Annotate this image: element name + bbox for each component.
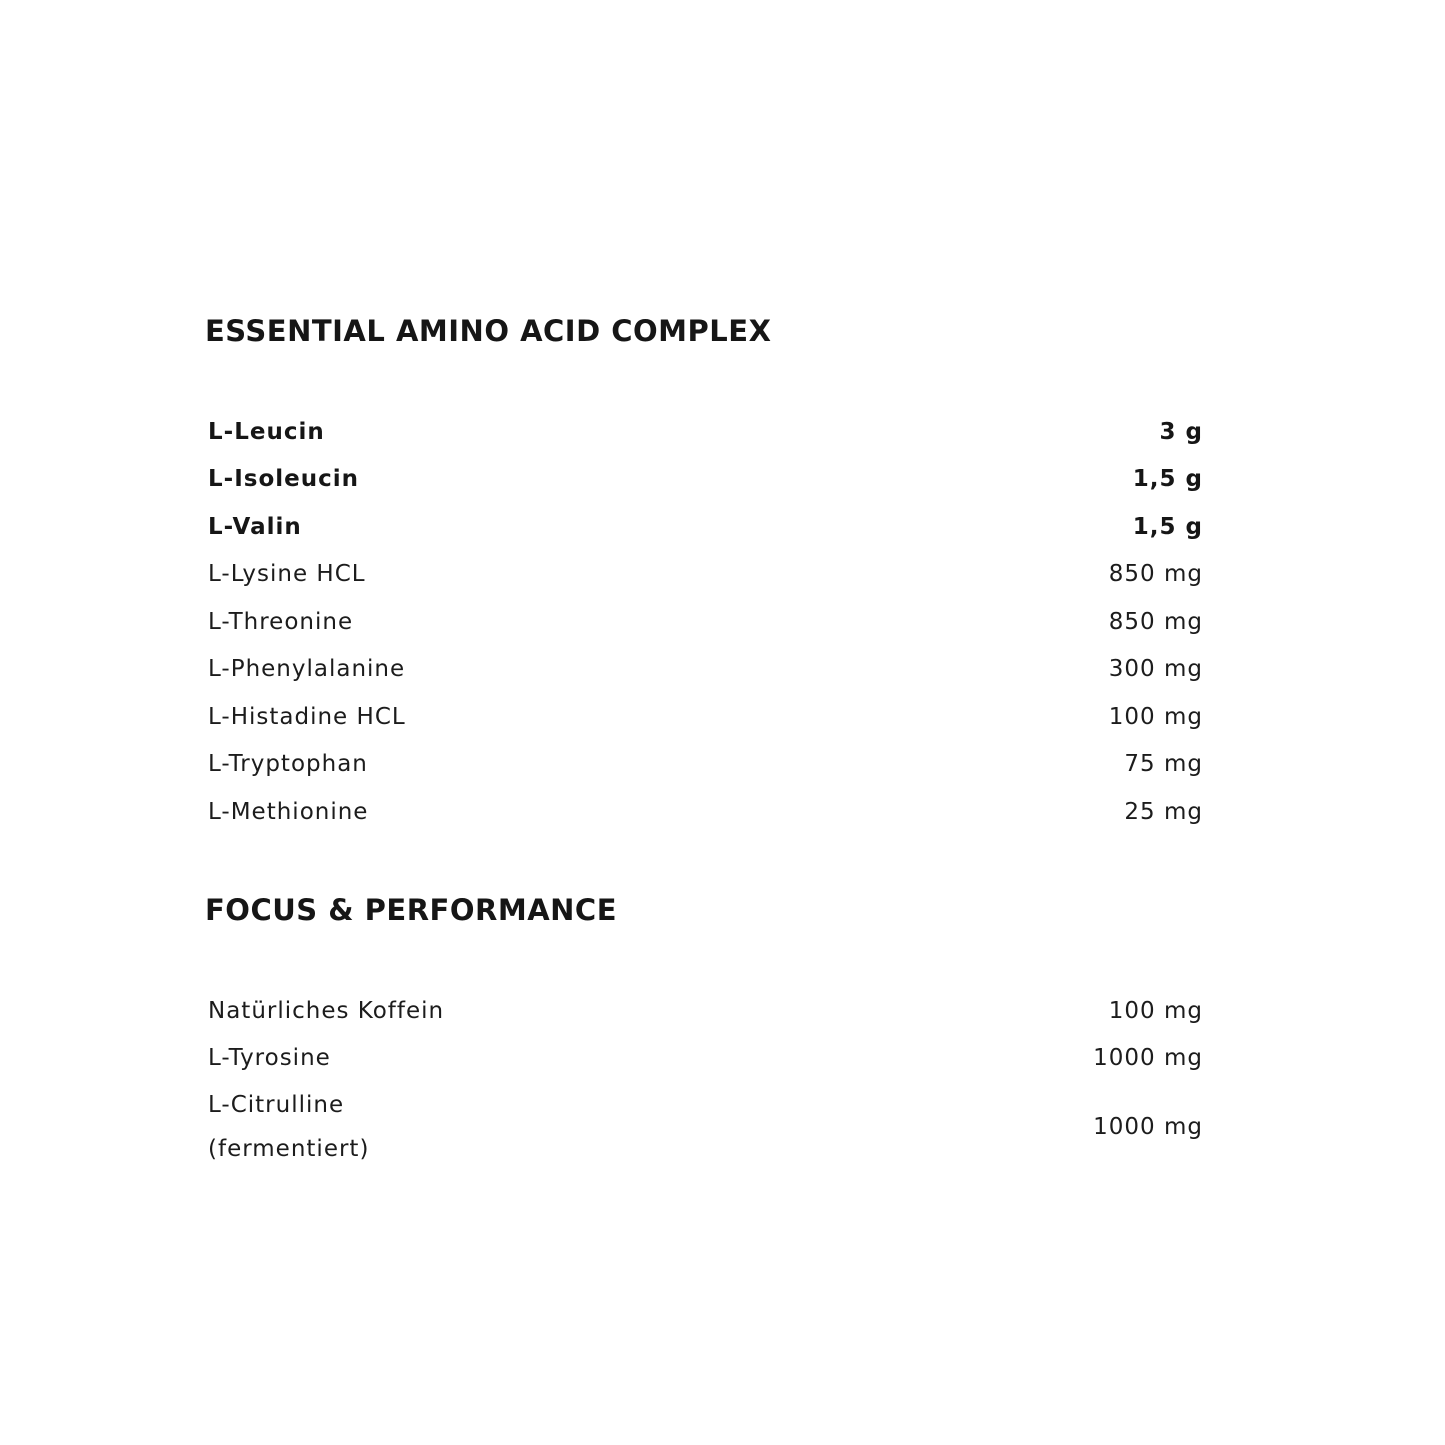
ingredient-amount: 1000 mg <box>1093 1045 1203 1072</box>
ingredient-name: L-Tyrosine <box>208 1045 331 1072</box>
table-row <box>208 456 1203 504</box>
section-title-focus-performance: FOCUS & PERFORMANCE <box>205 893 618 927</box>
ingredient-name: L-Leucin <box>208 418 325 445</box>
ingredient-amount: 300 mg <box>1108 656 1203 683</box>
ingredient-name: L-Phenylalanine <box>208 656 406 683</box>
ingredient-name: L-Citrulline (fermentiert) <box>208 1092 370 1162</box>
table-row <box>208 1082 1203 1172</box>
ingredient-amount: 1,5 g <box>1132 466 1203 493</box>
ingredient-amount: 1,5 g <box>1132 513 1203 540</box>
table-row <box>208 503 1203 551</box>
section-title-amino-acids: ESSENTIAL AMINO ACID COMPLEX <box>205 314 772 348</box>
ingredient-amount: 1000 mg <box>1093 1114 1203 1140</box>
ingredient-amount: 25 mg <box>1124 798 1203 825</box>
ingredient-amount: 100 mg <box>1108 997 1203 1024</box>
table-row <box>208 741 1203 789</box>
table-row <box>208 693 1203 741</box>
table-row <box>208 408 1203 456</box>
ingredient-amount: 100 mg <box>1108 703 1203 730</box>
ingredient-name: L-Tryptophan <box>208 751 368 778</box>
ingredient-amount: 850 mg <box>1108 561 1203 588</box>
table-row <box>208 646 1203 694</box>
ingredient-name: L-Lysine HCL <box>208 561 366 588</box>
ingredient-name: L-Histadine HCL <box>208 703 406 730</box>
ingredient-amount: 3 g <box>1159 418 1203 445</box>
ingredient-amount: 75 mg <box>1124 751 1203 778</box>
ingredient-amount: 850 mg <box>1108 608 1203 635</box>
amino-acid-table <box>208 408 1203 836</box>
ingredient-name: L-Valin <box>208 513 302 540</box>
table-row <box>208 788 1203 836</box>
table-row <box>208 598 1203 646</box>
table-row <box>208 551 1203 599</box>
focus-performance-table <box>208 987 1203 1172</box>
ingredient-name: L-Isoleucin <box>208 466 359 493</box>
table-row <box>208 987 1203 1035</box>
ingredient-name: Natürliches Koffein <box>208 997 445 1024</box>
table-row <box>208 1035 1203 1083</box>
ingredient-name: L-Threonine <box>208 608 354 635</box>
ingredient-name: L-Methionine <box>208 798 369 825</box>
